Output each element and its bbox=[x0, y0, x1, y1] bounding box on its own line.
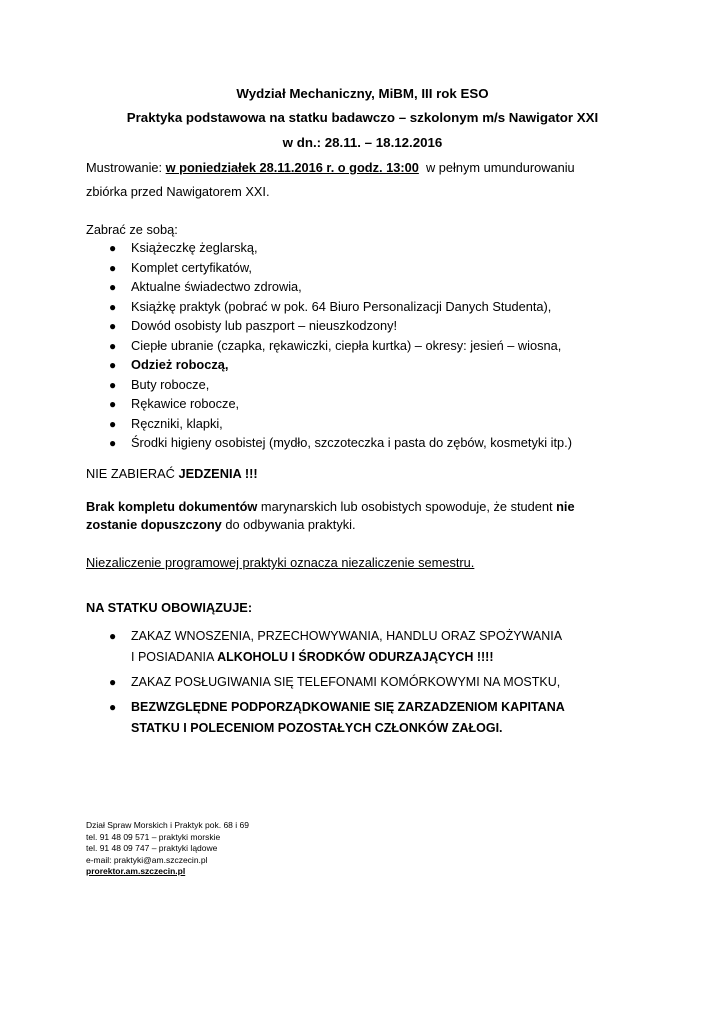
muster-rest: w pełnym umundurowaniu bbox=[418, 160, 575, 175]
bullet-icon: ● bbox=[109, 436, 117, 450]
bring-list-item bbox=[86, 435, 572, 455]
faculty-heading: Wydział Mechaniczny, MiBM, III rok ESO bbox=[236, 86, 489, 101]
bring-item-text: Dowód osobisty lub paszport – nieuszkodzony! bbox=[131, 318, 398, 333]
muster-datetime: w poniedziałek 28.11.2016 r. o godz. 13:00 bbox=[165, 160, 419, 175]
bring-item-text: Ciepłe ubranie (czapka, rękawiczki, ciepła kurtka) – okresy: jesień – wiosna, bbox=[131, 337, 562, 353]
rules-heading: NA STATKU OBOWIĄZUJE: bbox=[86, 600, 253, 615]
footer-phone-land: tel. 91 48 09 747 – praktyki lądowe bbox=[86, 843, 218, 853]
no-food-bold: JEDZENIA !!! bbox=[178, 466, 258, 481]
bullet-icon: ● bbox=[109, 241, 117, 255]
documents-text-2: do odbywania praktyki. bbox=[221, 517, 356, 532]
bring-list-item bbox=[86, 299, 572, 319]
bring-list-item bbox=[86, 396, 572, 416]
documents-text-1: marynarskich lub osobistych spowoduje, że student bbox=[257, 499, 557, 514]
bullet-icon: ● bbox=[109, 416, 117, 431]
bullet-icon: ● bbox=[109, 299, 117, 314]
bring-item-text: Książeczkę żeglarską, bbox=[131, 240, 258, 255]
bring-list-item bbox=[86, 240, 572, 260]
muster-line bbox=[86, 160, 575, 176]
muster-label: Mustrowanie: bbox=[86, 160, 166, 175]
bullet-icon: ● bbox=[109, 629, 117, 643]
bullet-icon: ● bbox=[109, 397, 117, 411]
rule-3-line-1: BEZWZGLĘDNE PODPORZĄDKOWANIE SIĘ ZARZADZENIOM KAPITANA bbox=[131, 700, 565, 714]
rule-2-text: ZAKAZ POSŁUGIWANIA SIĘ TELEFONAMI KOMÓRKOWYMI NA MOSTKU, bbox=[131, 675, 561, 689]
documents-bold-2: nie bbox=[556, 499, 575, 514]
footer-email: e-mail: praktyki@am.szczecin.pl bbox=[86, 854, 208, 865]
documents-line-2 bbox=[86, 517, 356, 533]
bullet-icon: ● bbox=[109, 280, 117, 294]
bring-item-text: Ręczniki, klapki, bbox=[131, 415, 223, 431]
rule-1-bold: ALKOHOLU I ŚRODKÓW ODURZAJĄCYCH !!!! bbox=[217, 650, 494, 664]
documents-bold-3: zostanie dopuszczony bbox=[86, 517, 222, 532]
bring-item-text: Środki higieny osobistej (mydło, szczoteczka i pasta do zębów, kosmetyki itp.) bbox=[131, 435, 572, 450]
bring-list-item bbox=[86, 260, 572, 280]
bullet-icon: ● bbox=[109, 338, 117, 353]
documents-line-1 bbox=[86, 499, 575, 515]
rule-1-line-1: ZAKAZ WNOSZENIA, PRZECHOWYWANIA, HANDLU ORAZ SPOŻYWANIA bbox=[131, 629, 563, 643]
no-food-prefix: NIE ZABIERAĆ bbox=[86, 466, 179, 481]
bring-list-item bbox=[86, 318, 572, 338]
practice-heading: Praktyka podstawowa na statku badawczo – szkolonym m/s Nawigator XXI bbox=[126, 110, 599, 125]
bring-item-text: Komplet certyfikatów, bbox=[131, 259, 252, 275]
dates-heading: w dn.: 28.11. – 18.12.2016 bbox=[282, 135, 443, 150]
rule-item-alcohol bbox=[86, 626, 565, 668]
bring-heading: Zabrać ze sobą: bbox=[86, 222, 178, 237]
bring-item-text: Odzież roboczą, bbox=[131, 357, 229, 372]
bring-item-text: Buty robocze, bbox=[131, 376, 210, 392]
footer-department: Dział Spraw Morskich i Praktyk pok. 68 i 69 bbox=[86, 820, 249, 830]
rule-1-prefix: I POSIADANIA bbox=[131, 650, 218, 664]
no-food-line bbox=[86, 466, 258, 482]
bring-item-text: Aktualne świadectwo zdrowia, bbox=[131, 279, 302, 294]
rule-item-phones bbox=[86, 672, 565, 693]
bring-list-item bbox=[86, 416, 572, 436]
bullet-icon: ● bbox=[109, 319, 117, 333]
bullet-icon: ● bbox=[109, 260, 117, 275]
bring-item-text: Książkę praktyk (pobrać w pok. 64 Biuro Personalizacji Danych Studenta), bbox=[131, 298, 552, 314]
rule-3-line-2: STATKU I POLECENIOM POZOSTAŁYCH CZŁONKÓW ZAŁOGI. bbox=[131, 721, 503, 735]
rule-1-line-2 bbox=[131, 647, 565, 668]
bullet-icon: ● bbox=[109, 377, 117, 392]
bullet-icon: ● bbox=[109, 700, 117, 714]
bring-list-item bbox=[86, 377, 572, 397]
bullet-icon: ● bbox=[109, 675, 117, 689]
bring-list-item bbox=[86, 338, 572, 358]
bullet-icon: ● bbox=[109, 358, 117, 372]
footer-contact bbox=[86, 820, 249, 878]
bring-list-item bbox=[86, 279, 572, 299]
footer-phone-sea: tel. 91 48 09 571 – praktyki morskie bbox=[86, 831, 221, 842]
bring-item-text: Rękawice robocze, bbox=[131, 396, 240, 411]
bring-list bbox=[86, 240, 572, 455]
rule-item-obedience bbox=[86, 697, 565, 739]
documents-bold-1: Brak kompletu dokumentów bbox=[86, 499, 258, 514]
footer-link[interactable]: prorektor.am.szczecin.pl bbox=[86, 866, 186, 876]
semester-note: Niezaliczenie programowej praktyki oznacza niezaliczenie semestru. bbox=[86, 555, 475, 570]
rules-list bbox=[86, 626, 565, 743]
muster-line-2: zbiórka przed Nawigatorem XXI. bbox=[86, 184, 270, 199]
bring-list-item bbox=[86, 357, 572, 377]
